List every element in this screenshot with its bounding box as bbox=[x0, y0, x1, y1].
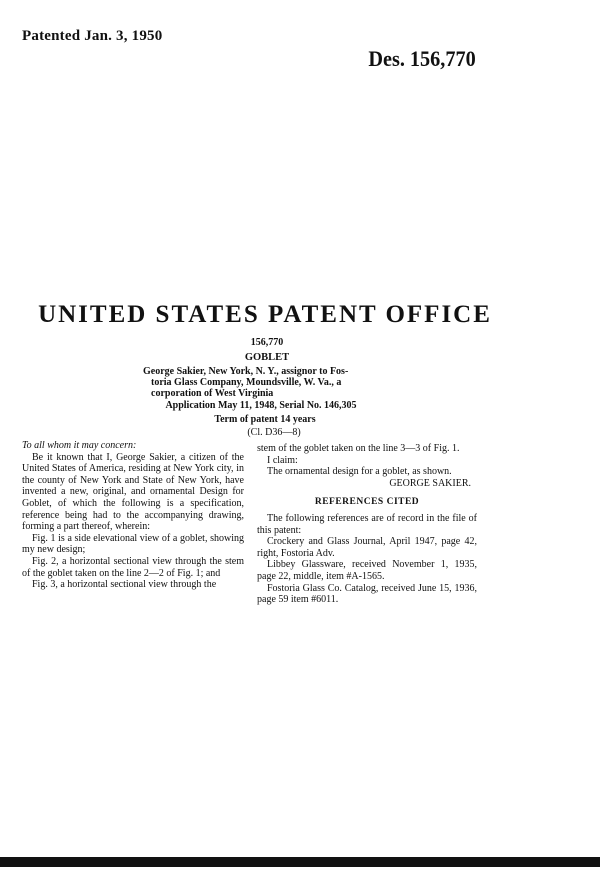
term-line bbox=[0, 414, 600, 427]
application-line bbox=[0, 400, 600, 413]
paragraph-fig-2: Fig. 2, a horizontal sectional view through the stem of the goblet taken on the line 2—2 of Fig. 1; and bbox=[22, 555, 244, 579]
paragraph-fig-3: Fig. 3, a horizontal sectional view through the bbox=[32, 579, 217, 591]
paragraph-fig-1: Fig. 1 is a side elevational view of a goblet, showing my new design; bbox=[22, 532, 244, 556]
office-heading bbox=[0, 301, 600, 329]
patent-number bbox=[0, 337, 600, 350]
bottom-border-bar bbox=[0, 857, 600, 867]
left-column bbox=[22, 440, 244, 591]
inventor-signature: GEORGE SAKIER. bbox=[389, 477, 471, 489]
references-heading: REFERENCES CITED bbox=[314, 497, 420, 508]
design-title-text: GOBLET bbox=[244, 352, 290, 363]
paragraph-intro: Be it known that I, George Sakier, a citizen of the United States of America, residing at New York city, in the county of New York and State of New York, have invented a new, original, and ornamental Design for Goblet, of which the following is a specification, reference being had to the accompanying drawing, forming a part thereof, wherein: bbox=[22, 451, 244, 533]
claim-intro: I claim: bbox=[267, 454, 298, 466]
references-intro: The following references are of record in the file of this patent: bbox=[257, 512, 477, 536]
patented-date: Patented Jan. 3, 1950 bbox=[22, 28, 163, 44]
assignor-line-2: toria Glass Company, Moundsville, W. Va., a bbox=[151, 377, 342, 388]
reference-2: Libbey Glassware, received November 1, 1935, page 22, middle, item #A-1565. bbox=[257, 559, 477, 582]
assignor-line-1: George Sakier, New York, N. Y., assignor to Fos- bbox=[143, 366, 349, 377]
term-text: Term of patent 14 years bbox=[214, 414, 316, 425]
paragraph-fig-3-continued: stem of the goblet taken on the line 3—3 of Fig. 1. bbox=[257, 443, 460, 454]
reference-3: Fostoria Glass Co. Catalog, received June 15, 1936, page 59 item #6011. bbox=[257, 582, 477, 606]
assignor-line-3: corporation of West Virginia bbox=[151, 388, 274, 399]
classification-text: (Cl. D36—8) bbox=[247, 427, 301, 438]
classification-line bbox=[0, 427, 600, 440]
office-heading-text: UNITED STATES PATENT OFFICE bbox=[38, 301, 492, 328]
salutation: To all whom it may concern: bbox=[22, 440, 137, 451]
assignor-block bbox=[143, 366, 383, 399]
reference-1: Crockery and Glass Journal, April 1947, page 42, right, Fostoria Adv. bbox=[257, 536, 477, 559]
design-title bbox=[0, 351, 600, 364]
application-text: Application May 11, 1948, Serial No. 146,305 bbox=[165, 400, 357, 411]
right-column bbox=[257, 443, 477, 606]
design-number: Des. 156,770 bbox=[368, 46, 476, 71]
claim-text: The ornamental design for a goblet, as shown. bbox=[267, 466, 452, 478]
patent-number-text: 156,770 bbox=[250, 337, 284, 348]
